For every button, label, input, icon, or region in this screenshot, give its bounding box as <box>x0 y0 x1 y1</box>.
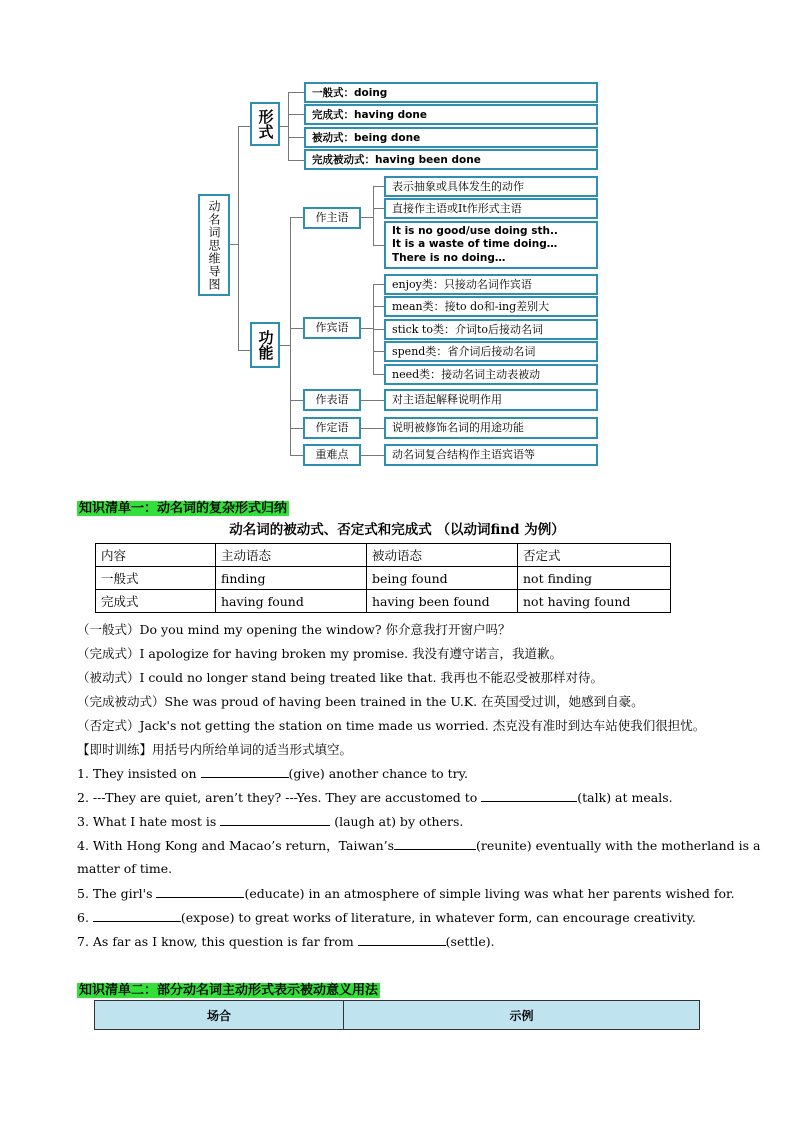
mindmap-function-label: 功能 <box>256 330 275 360</box>
gerund-forms-table <box>95 543 671 613</box>
subject-example-1: It is no good/use doing sth.. <box>392 224 558 237</box>
exercise-item: 6. (expose) to great works of literature, in whatever form, can encourage creativity. <box>77 910 696 925</box>
table-header-cell: 主动语态 <box>216 544 367 567</box>
answer-blank[interactable] <box>201 765 289 778</box>
example-negative: （否定式）Jack's not getting the station on time made us worried. 杰克没有准时到达车站使我们很担忧。 <box>77 718 706 733</box>
subject-item-action: 表示抽象或具体发生的动作 <box>384 176 598 197</box>
object-item-spend: spend类：省介词后接动名词 <box>384 341 598 362</box>
table-cell: 一般式 <box>96 567 216 590</box>
example-passive: （被动式）I could no longer stand being treated like that. 我再也不能忍受被那样对待。 <box>77 670 603 685</box>
form-item-simple: 一般式：doing <box>304 82 598 103</box>
active-passive-table <box>94 1000 700 1030</box>
object-item-enjoy: enjoy类：只接动名词作宾语 <box>384 274 598 295</box>
form-item-perfect: 完成式：having done <box>304 104 598 125</box>
table-cell: having been found <box>367 590 518 613</box>
mindmap-function-node <box>250 322 280 368</box>
section2-heading-wrap <box>77 979 380 1000</box>
answer-blank[interactable] <box>358 933 446 946</box>
answer-blank[interactable] <box>220 813 330 826</box>
mindmap-root-label: 动名词思维导图 <box>207 199 221 291</box>
example-perfect-passive: （完成被动式）She was proud of having been trained in the U.K. 在英国受过训，她感到自豪。 <box>77 694 644 709</box>
function-key-node: 重难点 <box>303 444 361 466</box>
example-simple: （一般式）Do you mind my opening the window? 你介意我打开窗户吗？ <box>77 622 511 637</box>
answer-blank[interactable] <box>156 885 244 898</box>
function-predicative-node: 作表语 <box>303 389 361 411</box>
table-cell: not finding <box>518 567 671 590</box>
object-item-mean: mean类：接to do和-ing差别大 <box>384 296 598 317</box>
subject-examples-box <box>384 221 598 269</box>
mindmap-root <box>198 194 230 296</box>
table-cell: finding <box>216 567 367 590</box>
exercise-item: 1. They insisted on (give) another chance to try. <box>77 766 469 781</box>
subject-example-3: There is no doing… <box>392 251 506 264</box>
exercise-item: 2. ---They are quiet, aren’t they? ---Yes. They are accustomed to (talk) at meals. <box>77 790 673 805</box>
table-row <box>96 590 671 613</box>
table-row <box>96 567 671 590</box>
exercise-item: 7. As far as I know, this question is far from (settle). <box>77 934 495 949</box>
exercise-item: 4. With Hong Kong and Macao’s return，Taiwan’s (reunite) eventually with the motherland is a <box>77 838 761 853</box>
section1-heading-wrap <box>77 497 289 518</box>
answer-blank[interactable] <box>481 789 577 802</box>
table-header-cell: 场合 <box>95 1001 344 1030</box>
form-item-passive: 被动式：being done <box>304 127 598 148</box>
table-cell: not having found <box>518 590 671 613</box>
exercise-item: 3. What I hate most is (laugh at) by others. <box>77 814 464 829</box>
form-item-perfect-passive: 完成被动式：having been done <box>304 149 598 170</box>
function-object-node: 作宾语 <box>303 317 361 339</box>
table-header-row <box>96 544 671 567</box>
function-attributive-node: 作定语 <box>303 417 361 439</box>
subject-example-2: It is a waste of time doing… <box>392 238 558 251</box>
example-perfect: （完成式）I apologize for having broken my promise. 我没有遵守诺言，我道歉。 <box>77 646 563 661</box>
function-subject-node: 作主语 <box>303 207 361 229</box>
exercise-item-continued: matter of time. <box>77 861 173 876</box>
table-header-cell: 示例 <box>344 1001 700 1030</box>
attributive-item: 说明被修饰名词的用途功能 <box>384 417 598 439</box>
table-cell: being found <box>367 567 518 590</box>
table-header-row <box>95 1001 700 1030</box>
exercise-title: 【即时训练】用括号内所给单词的适当形式填空。 <box>77 742 353 757</box>
object-item-stick-to: stick to类：介词to后接动名词 <box>384 319 598 340</box>
answer-blank[interactable] <box>93 909 181 922</box>
mindmap-form-node <box>250 102 280 146</box>
section1-heading: 知识清单一：动名词的复杂形式归纳 <box>79 501 288 516</box>
exercise-item: 5. The girl's (educate) in an atmosphere of simple living was what her parents wished for. <box>77 886 735 901</box>
subject-item-formal-it: 直接作主语或It作形式主语 <box>384 198 598 219</box>
key-item: 动名词复合结构作主语宾语等 <box>384 444 598 466</box>
table-cell: having found <box>216 590 367 613</box>
section2-heading: 知识清单二：部分动名词主动形式表示被动意义用法 <box>79 983 379 998</box>
object-item-need: need类：接动名词主动表被动 <box>384 364 598 385</box>
table-header-cell: 内容 <box>96 544 216 567</box>
table-header-cell: 否定式 <box>518 544 671 567</box>
answer-blank[interactable] <box>394 837 476 850</box>
table-header-cell: 被动语态 <box>367 544 518 567</box>
mindmap-form-label: 形式 <box>256 109 275 139</box>
table-cell: 完成式 <box>96 590 216 613</box>
table-title: 动名词的被动式、否定式和完成式 （以动词find 为例） <box>229 522 565 538</box>
predicative-item: 对主语起解释说明作用 <box>384 389 598 411</box>
